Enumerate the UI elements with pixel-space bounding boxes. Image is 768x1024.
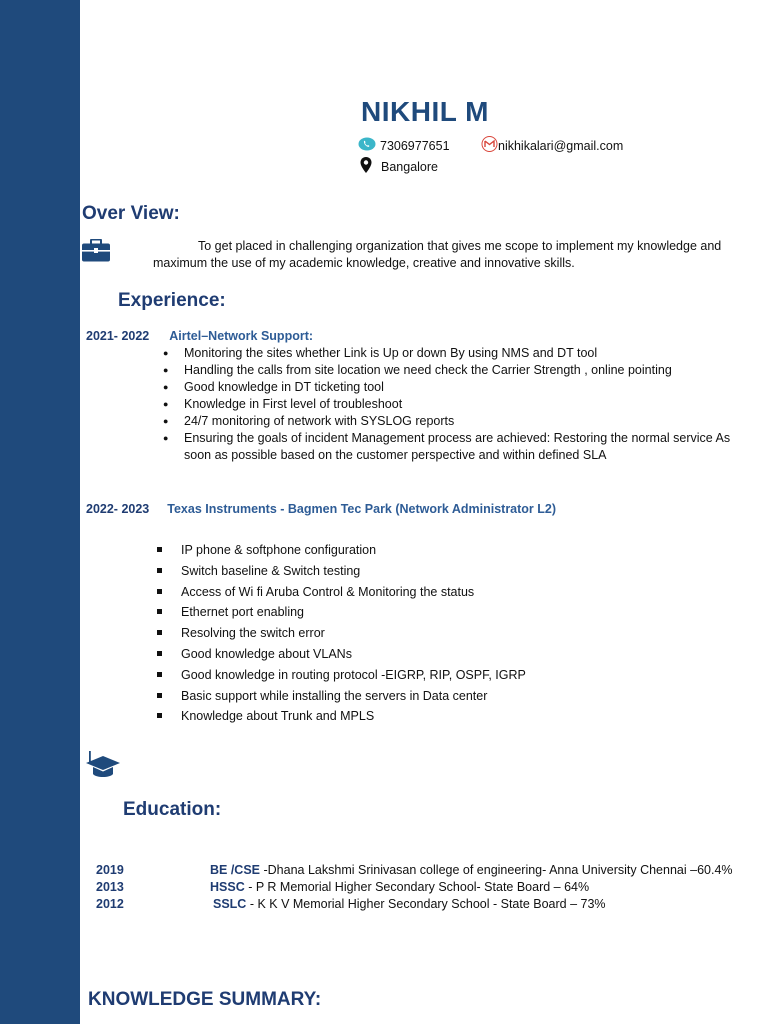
list-item: ● Knowledge in First level of troubleshoot	[160, 396, 750, 413]
education-degree: BE /CSE	[210, 863, 261, 877]
list-item: Access of Wi fi Aruba Control & Monitoring the status	[155, 582, 745, 603]
list-item: Knowledge about Trunk and MPLS	[155, 706, 745, 727]
gmail-icon	[481, 136, 498, 155]
candidate-name: NIKHIL M	[361, 96, 489, 127]
location-contact	[359, 156, 438, 177]
list-item: Switch baseline & Switch testing	[155, 561, 745, 582]
education-year: 2012	[96, 897, 124, 911]
list-item: ● Good knowledge in DT ticketing tool	[160, 379, 750, 396]
experience-heading: Experience:	[118, 290, 226, 311]
education-detail: - K K V Memorial Higher Secondary School - State Board – 73%	[246, 897, 606, 911]
email-contact	[481, 136, 623, 155]
phone-contact	[358, 137, 450, 154]
education-degree: SSLC	[213, 897, 247, 911]
list-item: Ethernet port enabling	[155, 602, 745, 623]
job-1-header	[86, 329, 313, 343]
location-pin-icon	[359, 156, 373, 177]
overview-heading: Over View:	[82, 203, 180, 224]
overview-text: To get placed in challenging organization that gives me scope to implement my knowledge and maximum the use of my academic knowledge, creative and innovative skills.	[153, 239, 722, 270]
education-year: 2019	[96, 863, 124, 877]
sidebar-bar	[0, 0, 80, 1024]
list-item: ● 24/7 monitoring of network with SYSLOG reports	[160, 413, 750, 430]
list-item: Good knowledge in routing protocol -EIGRP, RIP, OSPF, IGRP	[155, 665, 745, 686]
knowledge-summary-heading: KNOWLEDGE SUMMARY:	[88, 989, 322, 1010]
list-item: Good knowledge about VLANs	[155, 644, 745, 665]
phone-icon	[358, 137, 376, 154]
list-item: Resolving the switch error	[155, 623, 745, 644]
job-1-years: 2021- 2022	[86, 329, 150, 343]
email-address[interactable]: nikhikalari@gmail.com	[498, 138, 624, 153]
briefcase-icon	[81, 239, 111, 267]
education-degree: HSSC	[210, 880, 245, 894]
job-1-company: Airtel–Network Support:	[169, 329, 314, 343]
education-year: 2013	[96, 880, 124, 894]
graduation-cap-icon	[84, 751, 122, 786]
job-2-company: Texas Instruments - Bagmen Tec Park (Network Administrator L2)	[167, 502, 557, 516]
education-heading: Education:	[123, 799, 222, 820]
phone-number[interactable]: 7306977651	[380, 138, 450, 153]
location-text: Bangalore	[381, 159, 438, 174]
education-detail: -Dhana Lakshmi Srinivasan college of engineering- Anna University Chennai –60.4%	[260, 863, 733, 877]
list-item: ● Handling the calls from site location we need check the Carrier Strength , online pointing	[160, 362, 750, 379]
job-1-list	[160, 345, 750, 464]
list-item: ● Ensuring the goals of incident Management process are achieved: Restoring the normal service As soon as possible based on the customer perspective and within defined SLA	[160, 430, 750, 464]
list-item: ● Monitoring the sites whether Link is Up or down By using NMS and DT tool	[160, 345, 750, 362]
job-2-years: 2022- 2023	[86, 502, 150, 516]
job-2-list	[155, 540, 745, 727]
education-detail: - P R Memorial Higher Secondary School- State Board – 64%	[244, 880, 590, 894]
job-2-header	[86, 502, 556, 516]
list-item: Basic support while installing the servers in Data center	[155, 686, 745, 707]
list-item: IP phone & softphone configuration	[155, 540, 745, 561]
